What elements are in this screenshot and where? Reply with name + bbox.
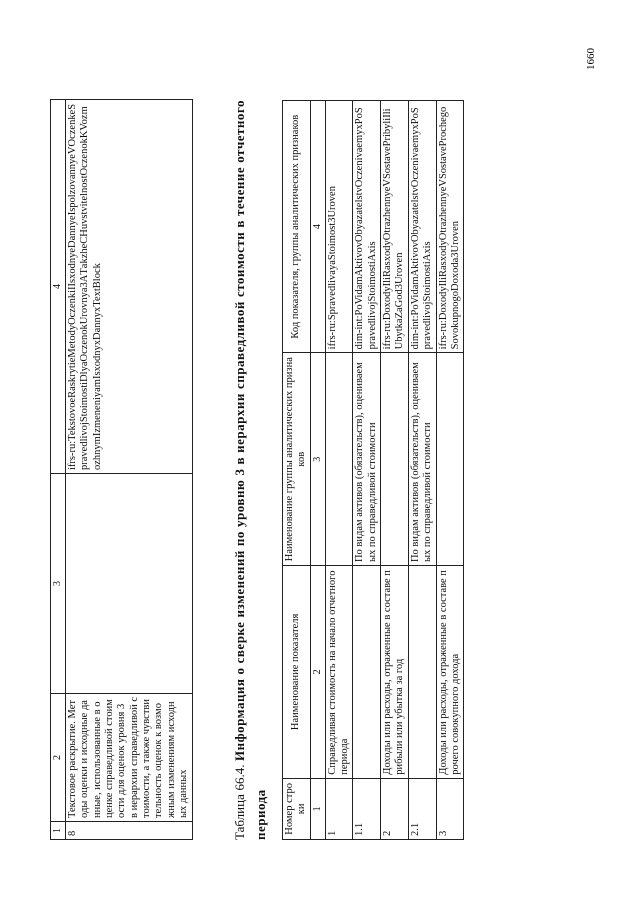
column-number-cell: 4 (310, 101, 325, 353)
page-number: 1660 (585, 48, 597, 70)
row-number-cell: 3 (436, 778, 464, 839)
column-number-cell: 3 (51, 474, 66, 694)
caption-title: Информация о сверке изменений по уровню 3 в иерархии справедливой стоимости в течение отчетного периода (232, 100, 268, 840)
row-number-cell: 1 (325, 778, 353, 839)
table-row (381, 101, 409, 840)
header-row-number: Номер строки (283, 778, 311, 839)
column-number-cell: 1 (310, 778, 325, 839)
table-row (325, 101, 353, 840)
header-indicator-name: Наименование показателя (283, 566, 311, 779)
indicator-name-cell (408, 566, 436, 779)
indicator-code-cell: dim-int:PoVidamAktivovObyazatelstvOczenivaemyxPoSpravedlivojStoimostiAxis (353, 101, 381, 353)
analytic-group-cell: По видам активов (обязательств), оцениваемых по справедливой стоимости (408, 353, 436, 566)
analytic-group-cell (325, 353, 353, 566)
level3-reconciliation-table (282, 100, 464, 840)
column-number-cell: 2 (51, 694, 66, 822)
caption-prefix: Таблица 66.4. (232, 764, 247, 840)
analytic-group-cell (381, 353, 409, 566)
indicator-name-cell: Доходы или расходы, отраженные в составе прочего совокупного дохода (436, 566, 464, 779)
header-analytic-group: Наименование группы аналитических признаков (283, 353, 311, 566)
indicator-name-cell: Доходы или расходы, отраженные в составе прибыли или убытка за год (381, 566, 409, 779)
indicator-code-cell: ifrs-ru:TekstovoeRaskrytieMetodyOczenkiIIsxodnyeDannyeIspolzovannyeVOczenkeSpravedlivojStoimostiDlyaOczenokUrovnya3AТakzheCHuvstvitelnostOczenokKVozmozhnymIzmeneniyamIsxodnyxDannyxTextBlock (65, 100, 192, 474)
indicator-code-cell: ifrs-ru:DoxodyIliRasxodyOtrazhennyeVSostavePribyliIliUbytkaZaGod3Uroven (381, 101, 409, 353)
table-row (353, 101, 381, 840)
row-number-cell: 1.1 (353, 778, 381, 839)
indicator-name-cell: Текстовое раскрытие. Методы оценки и исходные данные, использованные в оценке справедливой стоимости для оценок уровня 3 в иерархии справедливой стоимости, а также чувствительность оценок к возможным изменениям исходных данных (65, 694, 192, 822)
indicator-name-cell: Справедливая стоимость на начало отчетного периода (325, 566, 353, 779)
indicator-code-cell: ifrs-ru:SpravedlivayaStoimost3Uroven (325, 101, 353, 353)
column-number-cell: 2 (310, 566, 325, 779)
analytic-group-cell (436, 353, 464, 566)
row-number-cell: 2 (381, 778, 409, 839)
rotated-content (50, 40, 610, 840)
indicator-name-cell (353, 566, 381, 779)
row-number-cell: 8 (65, 822, 192, 840)
column-number-cell: 3 (310, 353, 325, 566)
table-row (408, 101, 436, 840)
table-row (65, 100, 192, 840)
analytic-group-cell: По видам активов (обязательств), оцениваемых по справедливой стоимости (353, 353, 381, 566)
table-caption (230, 100, 272, 840)
column-number-cell: 4 (51, 100, 66, 474)
row-number-cell: 2.1 (408, 778, 436, 839)
indicator-code-cell: dim-int:PoVidamAktivovObyazatelstvOczenivaemyxPoSpravedlivojStoimostiAxis (408, 101, 436, 353)
previous-table-continuation (50, 99, 193, 840)
header-row (283, 101, 311, 840)
column-number-row (310, 101, 325, 840)
column-number-cell: 1 (51, 822, 66, 840)
analytic-group-cell (65, 474, 192, 694)
table-row (436, 101, 464, 840)
header-indicator-code: Код показателя, группы аналитических признаков (283, 101, 311, 353)
indicator-code-cell: ifrs-ru:DoxodyIliRasxodyOtrazhennyeVSostaveProchegoSovokupnogoDoxoda3Uroven (436, 101, 464, 353)
column-number-row (51, 100, 66, 840)
